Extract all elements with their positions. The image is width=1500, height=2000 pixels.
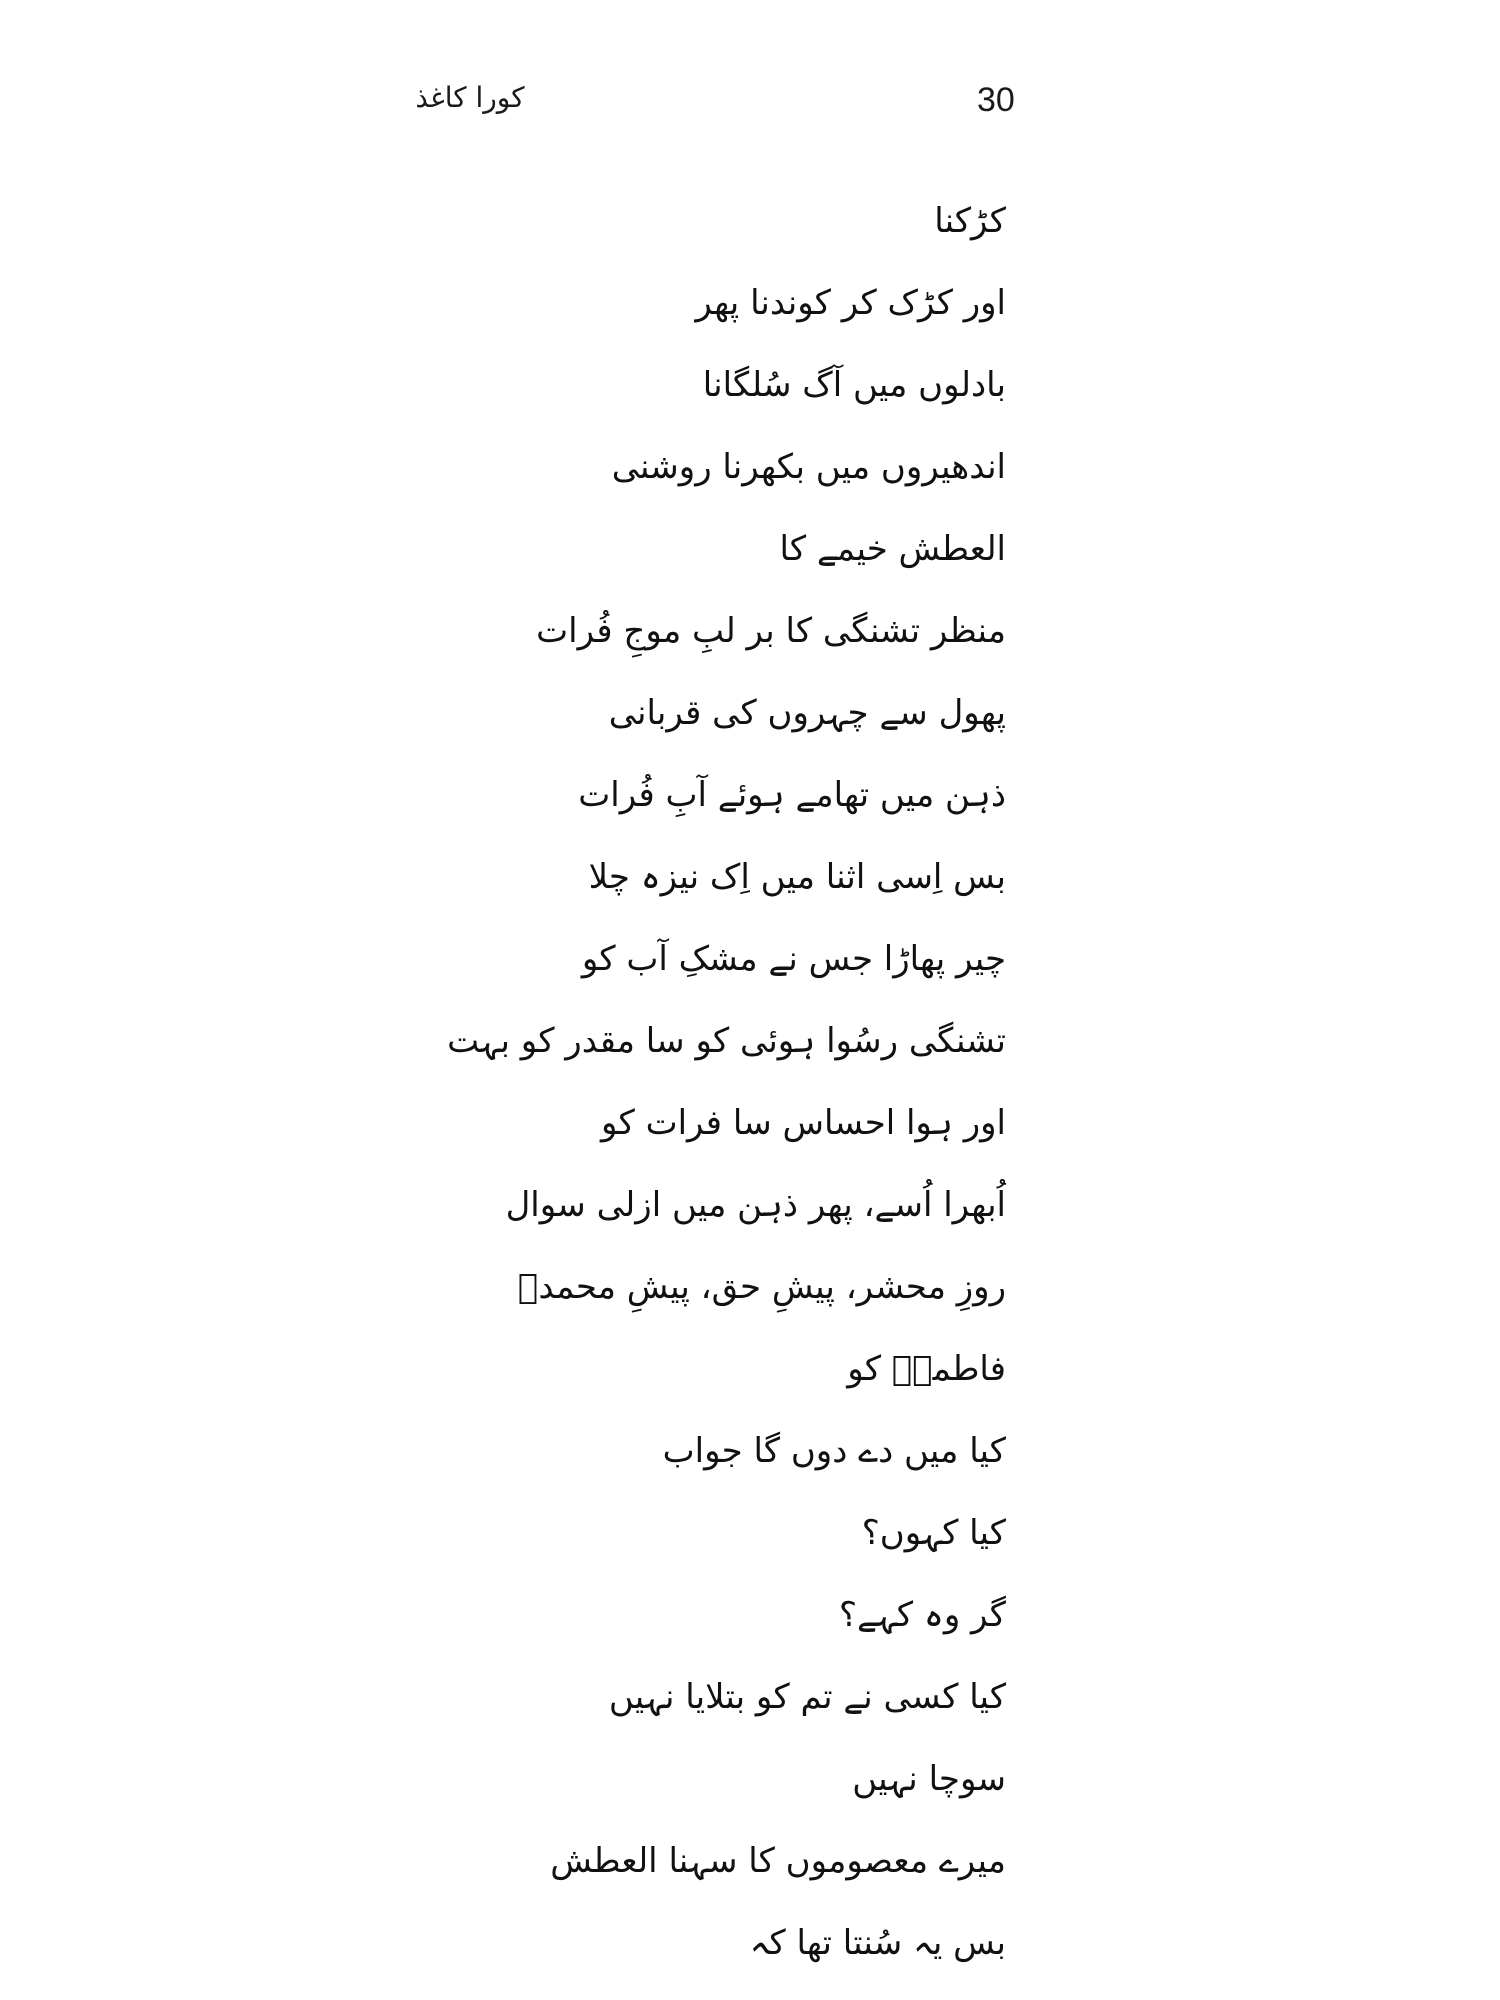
poem-line: کڑکنا	[934, 201, 1006, 241]
poem-line: چیر پھاڑا جس نے مشکِ آب کو	[581, 939, 1006, 979]
poem-line: پھول سے چہروں کی قربانی	[608, 693, 1006, 733]
poem-line: العطش خیمے کا	[779, 529, 1006, 569]
poem-line: کیا کسی نے تم کو بتلایا نہیں	[608, 1677, 1006, 1717]
poem-line: اور کڑک کر کوندنا پھر	[695, 283, 1006, 323]
poem-line: تشنگی رسُوا ہوئی کو سا مقدر کو بہت	[447, 1021, 1006, 1061]
poem-line: گر وہ کہے؟	[839, 1595, 1006, 1635]
poem-line: بس یہ سُنتا تھا کہ	[749, 1923, 1006, 1963]
poem-line: اُبھرا اُسے، پھر ذہن میں ازلی سوال	[505, 1185, 1006, 1225]
poem-line: اندھیروں میں بکھرنا روشنی	[611, 447, 1006, 487]
poem-line: منظر تشنگی کا بر لبِ موجِ فُرات	[536, 611, 1006, 651]
running-title: کورا کاغذ	[415, 81, 525, 114]
poem-line: بس اِسی اثنا میں اِک نیزہ چلا	[588, 857, 1006, 897]
poem-line: اور ہوا احساس سا فرات کو	[601, 1103, 1006, 1143]
poem-body	[447, 180, 1006, 1984]
poem-line: کیا میں دے دوں گا جواب	[662, 1431, 1006, 1471]
poem-line: روزِ محشر، پیشِ حق، پیشِ محمدؐ	[517, 1267, 1006, 1307]
poem-line: فاطمہؓ کو	[847, 1349, 1006, 1389]
poem-line: کیا کہوں؟	[861, 1513, 1006, 1553]
poem-line: سوچا نہیں	[852, 1759, 1006, 1799]
poem-line: میرے معصوموں کا سہنا العطش	[550, 1841, 1006, 1881]
poem-line: بادلوں میں آگ سُلگانا	[702, 365, 1006, 405]
page-number: 30	[977, 81, 1015, 119]
poem-line: ذہن میں تھامے ہوئے آبِ فُرات	[578, 775, 1006, 815]
